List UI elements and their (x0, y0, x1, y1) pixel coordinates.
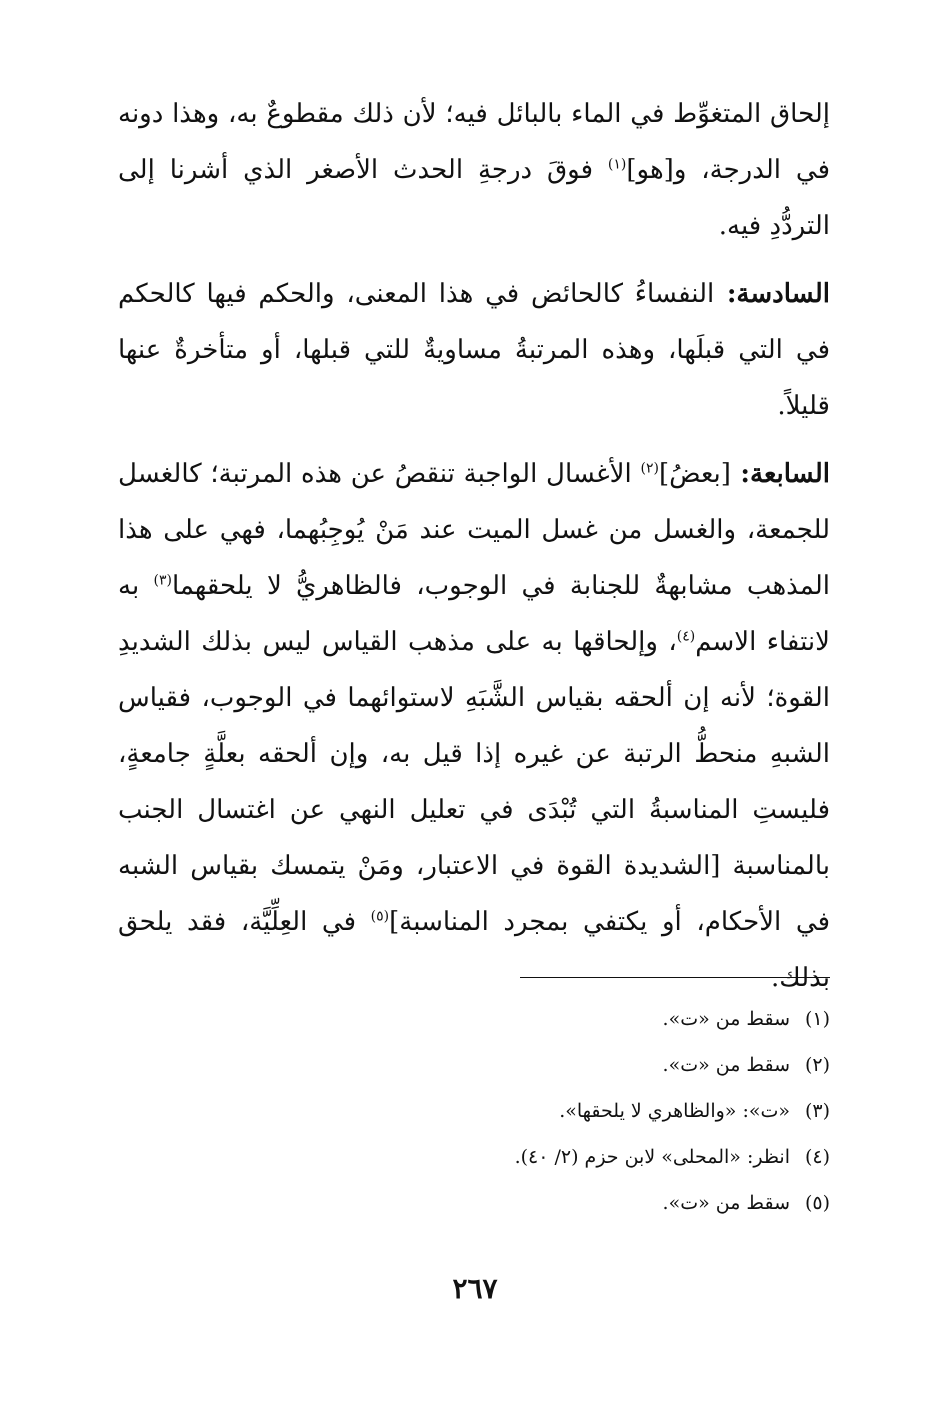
paragraph-text: إلحاق المتغوِّط في الماء بالبائل فيه؛ لأن ذلك مقطوعٌ به، وهذا دونه في الدرجة، و[هو] (118, 99, 830, 185)
footnote-number: (٢) (804, 1054, 830, 1076)
footnote-text: سقط من «ت». (662, 1054, 790, 1076)
paragraph-text: النفساءُ كالحائض في هذا المعنى، والحكم فيها كالحكم في التي قبلَها، وهذه المرتبةُ مساويةٌ للتي قبلها، أو متأخرةٌ عنها قليلاً. (118, 279, 830, 421)
footnote-reference: (٣) (153, 572, 172, 589)
paragraph-text: به لانتفاء الاسم (118, 571, 830, 657)
footnote-divider (520, 977, 830, 978)
footnote-reference: (٥) (370, 908, 390, 925)
paragraph (118, 266, 830, 434)
footnote-number: (١) (804, 1008, 830, 1030)
main-text (118, 86, 830, 1018)
footnote-text: انظر: «المحلى» لابن حزم (٢/ ٤٠). (514, 1146, 790, 1168)
footnote-text: سقط من «ت». (662, 1192, 790, 1214)
footnote-number: (٤) (804, 1146, 830, 1168)
footnote (118, 1042, 830, 1088)
footnote (118, 996, 830, 1042)
paragraph-text: في العِلِّيَّة، فقد يلحق بذلك. (118, 907, 830, 993)
page-number: ٢٦٧ (452, 1272, 498, 1305)
footnote-reference: (١) (607, 156, 627, 173)
footnote-reference: (٤) (676, 628, 696, 645)
footnote-number: (٥) (804, 1192, 830, 1214)
footnote (118, 1088, 830, 1134)
paragraph-text: فوقَ درجةِ الحدث الأصغر الذي أشرنا إلى التردُّدِ فيه. (118, 155, 830, 241)
footnote-text: «ت»: «والظاهري لا يلحقها». (559, 1100, 790, 1122)
footnote (118, 1180, 830, 1226)
footnote (118, 1134, 830, 1180)
paragraph-text: ، وإلحاقها به على مذهب القياس ليس بذلك الشديدِ القوة؛ لأنه إن ألحقه بقياس الشَّبَهِ لاستوائهما في الوجوب، فقياس الشبهِ منحطُّ الرتبة عن غيره إذا قيل به، وإن ألحقه بعلَّةٍ جامعةٍ، فليستِ المناسبةُ التي تُبْدَى في تعليل النهي عن اغتسال الجنب بالمناسبة [الشديدة القوة في الاعتبار، ومَنْ يتمسك بقياس الشبه في الأحكام، أو يكتفي بمجرد المناسبة] (118, 627, 830, 937)
paragraph-heading: السادسة: (714, 279, 830, 309)
footnote-text: سقط من «ت». (662, 1008, 790, 1030)
paragraph (118, 446, 830, 1006)
footnotes (118, 996, 830, 1226)
paragraph-text: الأغسال الواجبة تنقصُ عن هذه المرتبة؛ كالغسل للجمعة، والغسل من غسل الميت عند مَنْ يُوجِبُهما، فهي على هذا المذهب مشابهةٌ للجنابة في الوجوب، فالظاهريُّ لا يلحقهما (118, 459, 830, 601)
paragraph (118, 86, 830, 254)
footnote-number: (٣) (804, 1100, 830, 1122)
footnote-reference: (٢) (640, 460, 659, 477)
paragraph-text: [بعضُ] (658, 459, 731, 489)
paragraph-heading: السابعة: (730, 459, 831, 489)
